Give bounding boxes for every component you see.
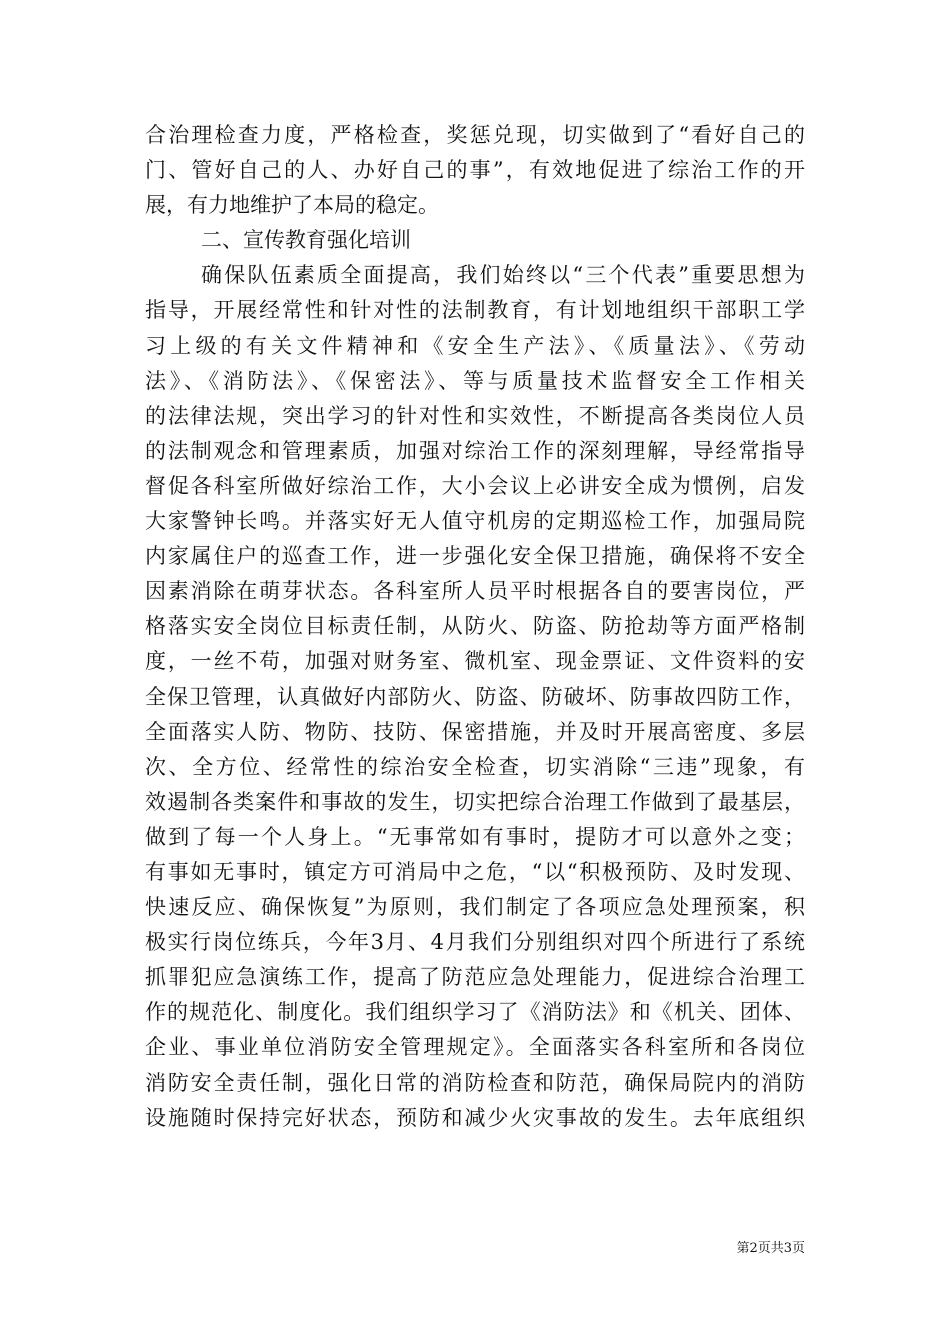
text-line: 的法律法规，突出学习的针对性和实效性，不断提高各类岗位人员 — [145, 403, 805, 428]
text-line: 效遏制各类案件和事故的发生，切实把综合治理工作做到了最基层， — [145, 789, 805, 814]
document-body — [145, 118, 805, 1136]
text-line: 全保卫管理，认真做好内部防火、防盗、防破坏、防事故四防工作， — [145, 684, 805, 709]
text-line: 展，有力地维护了本局的稳定。 — [145, 193, 439, 218]
text-line: 极实行岗位练兵，今年3月、4月我们分别组织对四个所进行了系统 — [145, 930, 805, 955]
text-line: 快速反应、确保恢复”为原则，我们制定了各项应急处理预案，积 — [145, 895, 805, 920]
text-line: 消防安全责任制，强化日常的消防检查和防范，确保局院内的消防 — [145, 1070, 805, 1095]
text-line: 内家属住户的巡查工作，进一步强化安全保卫措施，确保将不安全 — [145, 544, 805, 569]
text-line: 次、全方位、经常性的综治安全检查，切实消除“三违”现象，有 — [145, 754, 805, 779]
text-line: 法》、《消防法》、《保密法》、等与质量技术监督安全工作相关 — [145, 368, 805, 393]
text-line: 督促各科室所做好综治工作，大小会议上必讲安全成为惯例，启发 — [145, 473, 805, 498]
text-line: 指导，开展经常性和针对性的法制教育，有计划地组织干部职工学 — [145, 298, 805, 323]
text-line: 大家警钟长鸣。并落实好无人值守机房的定期巡检工作，加强局院 — [145, 509, 805, 534]
text-line: 习上级的有关文件精神和《安全生产法》、《质量法》、《劳动 — [145, 333, 805, 358]
text-line: 设施随时保持完好状态，预防和减少火灾事故的发生。去年底组织 — [145, 1105, 805, 1130]
text-line: 因素消除在萌芽状态。各科室所人员平时根据各自的要害岗位，严 — [145, 579, 805, 604]
text-line: 全面落实人防、物防、技防、保密措施，并及时开展高密度、多层 — [145, 719, 805, 744]
text-line: 的法制观念和管理素质，加强对综治工作的深刻理解，导经常指导 — [145, 438, 805, 463]
text-line: 格落实安全岗位目标责任制，从防火、防盗、防抢劫等方面严格制 — [145, 614, 805, 639]
page-number: 第2页共3页 — [736, 1241, 805, 1256]
text-line: 抓罪犯应急演练工作，提高了防范应急处理能力，促进综合治理工 — [145, 965, 805, 990]
text-line: 度，一丝不苟，加强对财务室、微机室、现金票证、文件资料的安 — [145, 649, 805, 674]
text-line: 做到了每一个人身上。“无事常如有事时，提防才可以意外之变； — [145, 824, 805, 849]
text-line: 确保队伍素质全面提高，我们始终以“三个代表”重要思想为 — [201, 263, 805, 288]
text-line: 合治理检查力度，严格检查，奖惩兑现，切实做到了“看好自己的 — [145, 123, 805, 147]
text-line: 作的规范化、制度化。我们组织学习了《消防法》和《机关、团体、 — [145, 1000, 805, 1025]
text-line: 企业、事业单位消防安全管理规定》。全面落实各科室所和各岗位 — [145, 1035, 805, 1060]
text-line: 有事如无事时，镇定方可消局中之危，“以“积极预防、及时发现、 — [145, 859, 805, 884]
section-heading: 二、宣传教育强化培训 — [201, 228, 411, 253]
text-line: 门、管好自己的人、办好自己的事”，有效地促进了综治工作的开 — [145, 158, 805, 183]
